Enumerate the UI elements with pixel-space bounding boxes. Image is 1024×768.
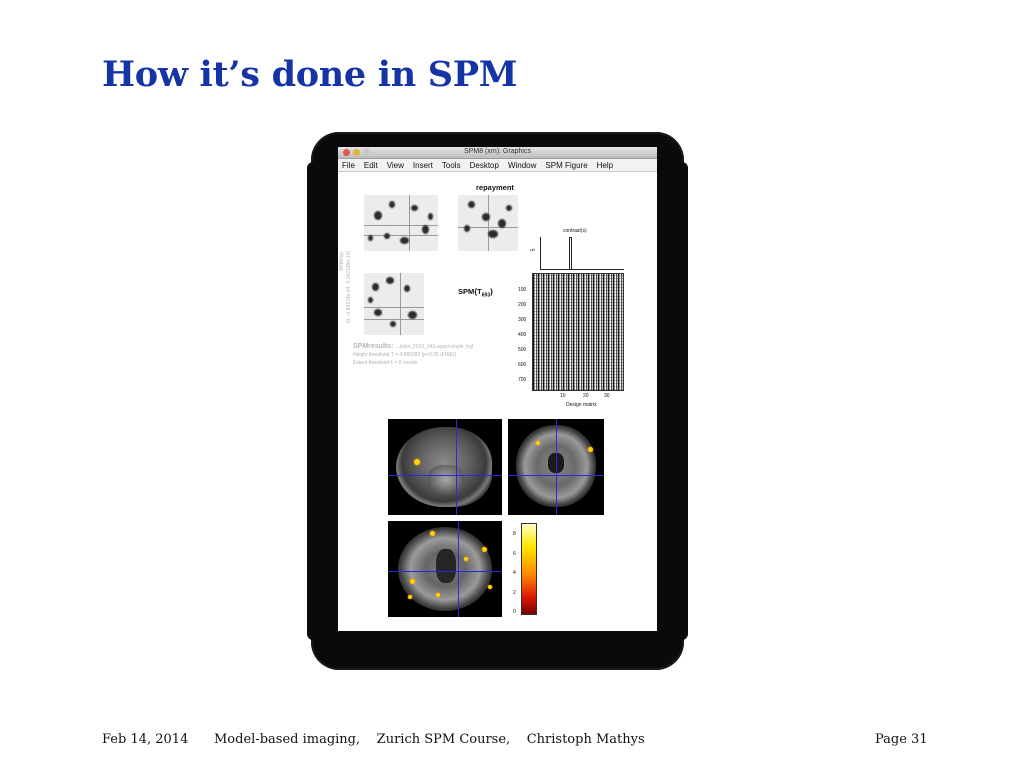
design-y-tick: 200 [518,302,527,308]
mri-sagittal [388,419,502,515]
graphics-area [338,173,657,631]
menu-file[interactable]: File [342,160,355,170]
mri-axial [388,521,502,617]
window-titlebar[interactable] [338,147,657,159]
design-y-tick: 500 [518,347,527,353]
contrast-bar [569,237,572,269]
menu-bar [338,159,657,172]
menu-window[interactable]: Window [507,160,537,170]
menu-help[interactable]: Help [596,160,614,170]
glass-brain-coronal [458,195,518,251]
design-y-tick: 100 [518,287,527,293]
slide-title: How it’s done in SPM [102,54,518,95]
spm-side-coords: [0, -2.84274e-14, 0.142108e-14] [346,251,352,323]
design-x-tick: 20 [583,393,589,399]
menu-spm-figure[interactable]: SPM Figure [545,160,588,170]
menu-desktop[interactable]: Desktop [469,160,499,170]
mri-coronal [508,419,604,515]
colorbar-tick: 2 [513,590,516,596]
design-x-tick: 10 [560,393,566,399]
footer-page: Page 31 [875,732,928,747]
glass-brain-axial [364,273,424,335]
results-label: SPMresults: .../pilot_2010_04/Logan/simple_hgf [353,343,474,350]
design-y-tick: 700 [518,377,527,383]
design-y-tick: 300 [518,317,527,323]
menu-view[interactable]: View [386,160,404,170]
colorbar-tick: 0 [513,609,516,615]
spm-graphics-window [338,147,657,631]
menu-edit[interactable]: Edit [363,160,378,170]
colorbar-tick: 6 [513,551,516,557]
contrast-baseline [540,269,624,270]
extent-threshold: Extent threshold k = 0 voxels [353,360,418,366]
colorbar-tick: 8 [513,531,516,537]
tablet-frame [311,132,684,670]
window-title: SPM8 (xm): Graphics [464,148,531,155]
design-matrix [532,273,624,391]
menu-insert[interactable]: Insert [412,160,433,170]
colorbar [521,523,537,615]
height-threshold: Height threshold T = 4.865083 {p<0.05 (FWE)} [353,352,457,358]
tablet-edge-right [676,162,688,640]
design-y-tick: 600 [518,362,527,368]
footer-course: Model-based imaging, Zurich SPM Course, Christoph Mathys [214,732,645,747]
contrast-plot-label: contrast(s) [563,228,587,234]
stat-label: $SPM\{T_{693}\}$ [458,287,494,299]
footer-date: Feb 14, 2014 [102,732,189,747]
design-matrix-label: Design matrix [566,402,597,408]
contrast-axis-tick: 5 [530,248,537,252]
contrast-name: repayment [476,183,514,192]
menu-tools[interactable]: Tools [441,160,461,170]
colorbar-tick: 4 [513,570,516,576]
spm-side-label: SPMmip [339,252,345,271]
contrast-axis [540,237,541,269]
glass-brain-sagittal [364,195,438,251]
tablet-edge-left [307,162,319,640]
design-y-tick: 400 [518,332,527,338]
design-x-tick: 30 [604,393,610,399]
